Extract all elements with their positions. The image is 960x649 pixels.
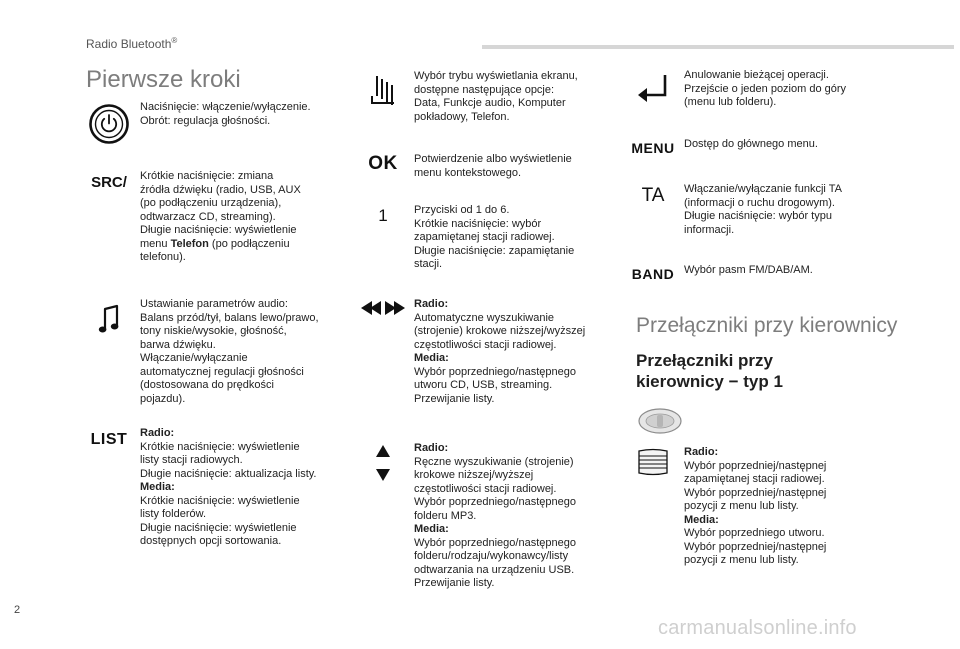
entry-audio-settings: [86, 298, 319, 406]
entry-src: [86, 170, 301, 265]
entry-presets: [360, 204, 574, 272]
entry-menu: [630, 138, 818, 156]
entry-display-mode: [360, 70, 578, 124]
band-label: BAND: [631, 266, 675, 282]
ta-label: TA: [641, 185, 665, 206]
entry-list: [86, 427, 317, 549]
entry-thumbwheel-text: Radio: Wybór poprzedniej/następnej zapamiętanej stacji radiowej. Wybór poprzedniej/następnej pozycji z menu lub listy. Media: Wybór poprzedniego utworu. Wybór poprzedniej/następnej pozycji z menu lub listy.: [684, 446, 827, 566]
src-phone-icon: SRC/: [91, 174, 127, 191]
entry-power-text: Naciśnięcie: włączenie/wyłączenie. Obrót: regulacja głośności.: [140, 101, 311, 127]
section-title-first-steps: Pierwsze kroki: [86, 66, 241, 93]
entry-band: [630, 264, 813, 282]
up-down-arrows-icon: [360, 444, 406, 482]
list-label: LIST: [90, 431, 128, 448]
digit-one-label: 1: [378, 206, 388, 225]
seek-arrows-icon: [360, 300, 406, 316]
back-arrow-icon: [630, 73, 676, 103]
entry-band-text: Wybór pasm FM/DAB/AM.: [684, 264, 813, 276]
entry-presets-text: Przyciski od 1 do 6. Krótkie naciśnięcie: wybór zapamiętanej stacji radiowej. Długie naciśnięcie: zapamiętanie stacji.: [414, 204, 575, 270]
entry-menu-text: Dostęp do głównego menu.: [684, 138, 818, 150]
section-title-steering-controls: Przełączniki przy kierownicy: [636, 314, 898, 337]
entry-manual-tune-text: Radio: Ręczne wyszukiwanie (strojenie) krokowe niższej/wyższej częstotliwości stacji radiowej. Wybór poprzedniego/następnego folderu MP3. Media: Wybór poprzedniego/następnego folderu/rodzaju/wykonawcy/listy odtwarzania na urządzeniu USB. Przewijanie listy.: [414, 442, 576, 589]
menu-label: MENU: [631, 140, 675, 156]
entry-ta-text: Włączanie/wyłączanie funkcji TA (informacji o ruchu drogowym). Długie naciśnięcie: wybór typu informacji.: [684, 183, 842, 236]
music-note-icon: [86, 302, 132, 336]
running-header: Radio Bluetooth®: [86, 36, 178, 51]
entry-back-text: Anulowanie bieżącej operacji. Przejście o jeden poziom do góry (menu lub folderu).: [684, 69, 847, 108]
entry-power: [86, 101, 311, 145]
header-rule: [482, 45, 954, 49]
entry-seek: [360, 298, 585, 406]
entry-ta: [630, 183, 842, 237]
ok-label: OK: [368, 153, 398, 174]
entry-seek-text: Radio: Automatyczne wyszukiwanie (strojenie) krokowe niższej/wyższej częstotliwości stacji radiowej. Media: Wybór poprzedniego/następnego utworu CD, USB, streaming. Przewijanie listy.: [414, 298, 586, 405]
entry-ok-text: Potwierdzenie albo wyświetlenie menu kontekstowego.: [414, 153, 572, 179]
page-number: 2: [14, 604, 21, 616]
entry-audio-settings-text: Ustawianie parametrów audio: Balans przód/tył, balans lewo/prawo, tony niskie/wysokie, głośność, barwa dźwięku. Włączanie/wyłączanie automatycznej regulacji głośności (dostosowana do prędkości pojazdu).: [140, 298, 319, 405]
entry-ok: [360, 153, 572, 180]
entry-display-mode-text: Wybór trybu wyświetlania ekranu, dostępne następujące opcje: Data, Funkcje audio, Komputer pokładowy, Telefon.: [414, 70, 578, 123]
display-mode-icon: [360, 74, 406, 106]
entry-back: [630, 69, 846, 110]
watermark: carmanualsonline.info: [658, 617, 857, 639]
steering-control-thumbnail-icon: [637, 406, 683, 441]
power-knob-icon: [86, 103, 132, 145]
entry-manual-tune: [360, 442, 576, 591]
entry-src-text: Krótkie naciśnięcie: zmiana źródła dźwięku (radio, USB, AUX (po podłączeniu urządzenia), odtwarzacz CD, streaming). Długie naciśnięcie: wyświetlenie menu Telefon (po podłączeniu telefonu).: [140, 170, 301, 263]
subsection-title-type-1: Przełączniki przy kierownicy − typ 1: [636, 351, 783, 391]
thumbwheel-icon: [630, 448, 676, 476]
entry-thumbwheel: [630, 446, 826, 568]
entry-list-text: Radio: Krótkie naciśnięcie: wyświetlenie listy stacji radiowych. Długie naciśnięcie: aktualizacja listy. Media: Krótkie naciśnięcie: wyświetlenie listy folderów. Długie naciśnięcie: wyświetlenie dostępnych opcji sortowania.: [140, 427, 317, 547]
